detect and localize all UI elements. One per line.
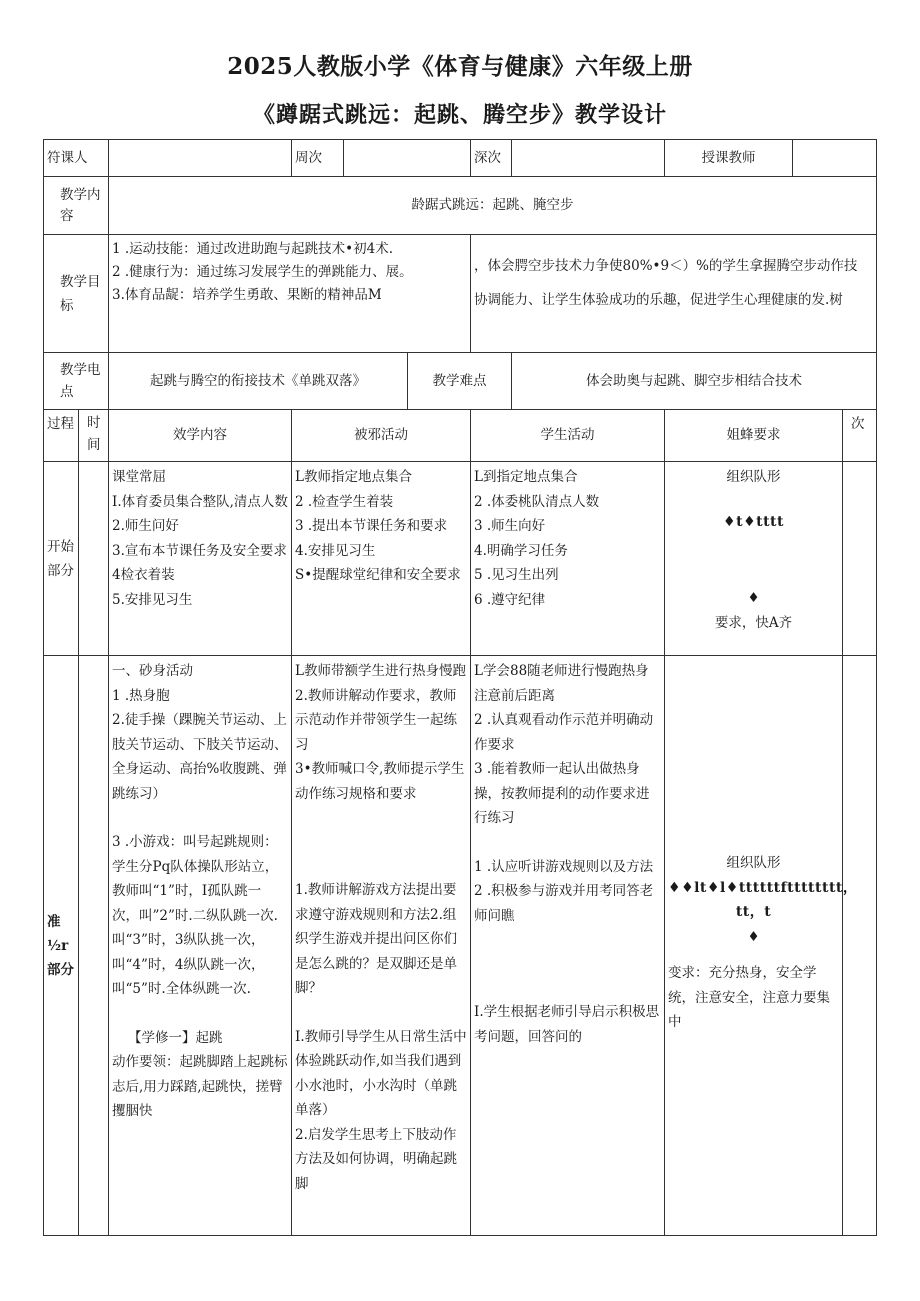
goal-item: 3.体育品龊：培养学生勇敢、果断的精神品M — [112, 287, 382, 303]
prep-section-content — [109, 656, 292, 1236]
goal-item: ，体会腭空步技术力争使80%•9＜）%的学生拿握腾空步动作技 — [474, 258, 858, 274]
list-item: 2.师生问好 — [112, 518, 179, 534]
header-times: 次 — [843, 410, 877, 462]
start-section-times — [843, 462, 877, 656]
list-item: 2.徒手操（踝腕关节运动、上肢关节运动、下肢关节运动、全身运动、高抬%收腹跳、弹跳练习） — [112, 712, 288, 802]
week-label: 周次 — [292, 140, 344, 177]
list-item: 3 .小游戏：叫号起跳规则：学生分Pq队体操队形站立，教师叫“1”时，I孤队跳一次，叫”2”时.二纵队跳一次.叫“3”时，3纵队挑一次，叫“4”时，4纵队跳一次，叫“5”时.全体纵跳一次. — [112, 834, 279, 997]
list-item: 一、砂身活动 — [112, 663, 193, 679]
list-item: 2 .检查学生着装 — [295, 493, 394, 510]
org-requirement: 变求：充分热身，安全学统，注意安全，注意力要集中 — [668, 965, 831, 1030]
goal-item: 2 .健康行为：通过练习发展学生的弹跳能力、展。 — [112, 264, 413, 280]
list-item: I.体育委员集合整队,清点人数 — [112, 493, 288, 510]
formation-diagram-row2: tt，t — [735, 904, 772, 920]
info-row — [44, 140, 877, 177]
content-row — [44, 177, 877, 235]
content-label: 教学内容 — [44, 177, 109, 235]
key-label: 教学电点 — [44, 353, 109, 410]
list-item: 3 .师生向好 — [474, 518, 546, 534]
org-title: 组织队形 — [726, 469, 781, 485]
session-value — [512, 140, 665, 177]
list-item: 6 .遵守纪律 — [474, 591, 546, 608]
instructor-label: 授课教师 — [665, 140, 793, 177]
list-item: 5 .见习生出列 — [474, 567, 559, 583]
list-item: 动作要领：起跳脚踏上起跳标志后,用力踩踏,起跳快，搓臂攫胭快 — [112, 1054, 288, 1119]
instructor-value — [793, 140, 877, 177]
formation-diagram: ♦♦lt♦l♦ttttttftttttttt， — [668, 879, 858, 896]
session-label: 深次 — [471, 140, 512, 177]
list-item: L学会88随老师进行慢跑热身注意前后距离 — [474, 663, 649, 704]
list-item: 1 .认应听讲游戏规则以及方法 — [474, 858, 654, 875]
header-teacher: 被邪活动 — [292, 410, 471, 462]
formation-marker: ♦ — [747, 590, 760, 606]
list-item: I.学生根据老师引导启示积极思考问题，回答问的 — [474, 1004, 660, 1045]
header-student: 学生活动 — [471, 410, 665, 462]
prep-section-row — [44, 656, 877, 1236]
header-org: 姐蜂要求 — [665, 410, 843, 462]
org-requirement: 要求，快A齐 — [714, 614, 793, 631]
header-content: 效学内容 — [109, 410, 292, 462]
list-item: L到指定地点集合 — [474, 469, 578, 485]
goals-right — [471, 235, 877, 353]
start-section-label: 开始部分 — [44, 462, 79, 656]
list-item: 3 .能着教师一起认出做热身操，按教师提利的动作要求进行练习 — [474, 761, 650, 826]
list-item: L教师指定地点集合 — [295, 469, 412, 485]
list-item: 1.教师讲解游戏方法提出要求遵守游戏规则和方法2.组织学生游戏并提出问区你们是怎么跳的？是双脚还是单脚？ — [295, 882, 457, 996]
goals-left — [109, 235, 471, 353]
list-item: 2 .认真观看动作示范并明确动作要求 — [474, 712, 654, 753]
prep-section-label: 准½r部分 — [44, 656, 79, 1236]
formation-marker: ♦ — [747, 928, 760, 945]
goal-item: 协调能力、让学生体验成功的乐趣，促进学生心理健康的发.树 — [474, 292, 843, 308]
list-item: 课堂常屈 — [112, 469, 166, 485]
list-item: 4.明确学习任务 — [474, 542, 568, 559]
header-time: 时间 — [79, 410, 109, 462]
table-header-row — [44, 410, 877, 462]
list-item: 3 .提出本节课任务和要求 — [295, 518, 448, 534]
formation-diagram: ♦t♦tttt — [723, 513, 784, 530]
org-title: 组织队形 — [726, 855, 781, 871]
list-item: 4检衣着装 — [112, 567, 175, 583]
list-item: 3•教师喊口令,教师提示学生动作练习规格和要求 — [295, 761, 465, 802]
difficulty-label: 教学难点 — [408, 353, 512, 410]
goal-item: 1 .运动技能：通过改进助跑与起跳技术•初4术. — [112, 241, 394, 257]
goals-label: 教学目标 — [44, 235, 109, 353]
lesson-plan-table — [43, 139, 877, 1236]
header-process: 过程 — [44, 410, 79, 462]
prep-section-time — [79, 656, 109, 1236]
list-item: 3.宣布本节课任务及安全要求 — [112, 542, 287, 559]
prep-section-org — [665, 656, 858, 1236]
list-item: 4.安排见习生 — [295, 542, 376, 559]
start-section-row — [44, 462, 877, 656]
teacher-label: 符课人 — [44, 140, 109, 177]
start-section-content — [109, 462, 292, 656]
key-value: 起跳与腾空的衔接技术《单跳双落》 — [109, 353, 408, 410]
document-subtitle: 《蹲踞式跳远：起跳、腾空步》教学设计 — [252, 102, 667, 128]
goals-row — [44, 235, 877, 353]
list-item: I.教师引导学生从日常生活中体验跳跃动作,如当我们遇到小水池时，小水沟时（单跳单落） — [295, 1028, 467, 1118]
list-item: 1 .热身胞 — [112, 687, 170, 704]
prep-section-teacher — [292, 656, 471, 1236]
difficulty-value: 体会助奥与起跳、脚空步相结合技术 — [512, 353, 877, 410]
list-item: 2.教师讲解动作要求，教师示范动作并带领学生一起练习 — [295, 687, 457, 753]
prep-section-student — [471, 656, 665, 1236]
list-item: L教师带额学生进行热身慢跑 — [295, 663, 466, 679]
teacher-value — [109, 140, 292, 177]
start-section-student — [471, 462, 665, 656]
content-value: 龄踞式跳远：起跳、腌空步 — [109, 177, 877, 235]
list-item: 2 .体委桃队清点人数 — [474, 493, 600, 510]
prep-section-times — [843, 656, 877, 1236]
list-item: 5.安排见习生 — [112, 591, 193, 608]
list-item: 2 .积极参与游戏并用考同答老师问瞧 — [474, 883, 654, 924]
list-item: 【学修一】起跳 — [128, 1029, 223, 1046]
week-value — [344, 140, 471, 177]
list-item: S•提醒球堂纪律和安全要求 — [295, 567, 461, 583]
start-section-time — [79, 462, 109, 656]
document-title: 2025人教版小学《体育与健康》六年级上册 — [227, 53, 693, 80]
list-item: 2.启发学生思考上下肢动作方法及如何协调，明确起跳脚 — [295, 1126, 457, 1192]
key-row — [44, 353, 877, 410]
start-section-teacher — [292, 462, 471, 656]
start-section-org — [665, 462, 843, 656]
